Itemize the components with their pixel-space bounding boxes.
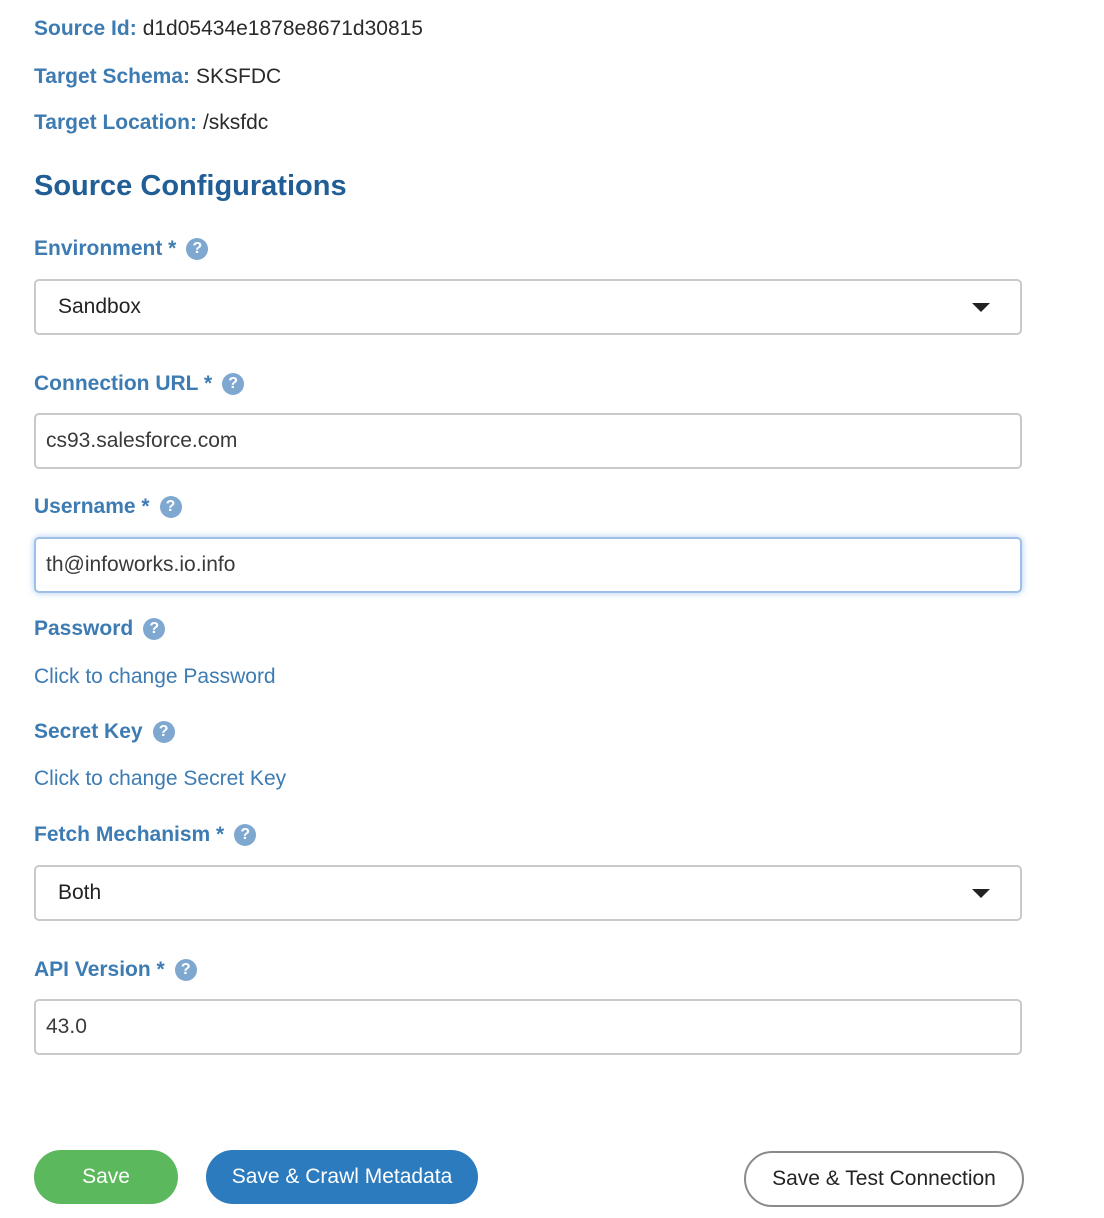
question-circle-icon[interactable]: ?: [186, 238, 208, 260]
environment-label-text: Environment *: [34, 237, 177, 260]
environment-selected-value: Sandbox: [58, 295, 141, 318]
password-label-text: Password: [34, 617, 134, 640]
fetch-mechanism-label-text: Fetch Mechanism *: [34, 823, 225, 846]
username-label-text: Username *: [34, 495, 150, 518]
connection-url-label-text: Connection URL *: [34, 372, 213, 395]
save-button[interactable]: Save: [34, 1150, 178, 1204]
caret-down-icon: [972, 889, 990, 898]
question-circle-icon[interactable]: ?: [222, 373, 244, 395]
secret-key-label-text: Secret Key: [34, 720, 143, 743]
source-id-label: Source Id:: [34, 17, 137, 40]
question-circle-icon[interactable]: ?: [175, 959, 197, 981]
save-test-connection-button[interactable]: Save & Test Connection: [744, 1151, 1024, 1207]
api-version-label: [34, 957, 197, 983]
caret-down-icon: [972, 303, 990, 312]
source-id-value: d1d05434e1878e8671d30815: [142, 17, 423, 40]
fetch-mechanism-label: [34, 822, 256, 848]
target-location-row: [34, 110, 268, 136]
connection-url-input[interactable]: [34, 413, 1022, 469]
environment-label: [34, 236, 208, 262]
change-password-link[interactable]: Click to change Password: [34, 665, 276, 688]
question-circle-icon[interactable]: ?: [143, 618, 165, 640]
target-schema-value: SKSFDC: [196, 65, 282, 88]
source-id-row: [34, 16, 423, 42]
target-schema-label: Target Schema:: [34, 65, 190, 88]
password-label: [34, 616, 165, 642]
change-secret-key-link[interactable]: Click to change Secret Key: [34, 767, 287, 790]
target-location-label: Target Location:: [34, 111, 197, 134]
fetch-mechanism-selected-value: Both: [58, 881, 102, 904]
environment-select[interactable]: [34, 279, 1022, 335]
secret-key-label: [34, 719, 175, 745]
target-schema-row: [34, 64, 281, 90]
target-location-value: /sksfdc: [202, 111, 269, 134]
username-label: [34, 494, 182, 520]
question-circle-icon[interactable]: ?: [234, 824, 256, 846]
fetch-mechanism-select[interactable]: [34, 865, 1022, 921]
question-circle-icon[interactable]: ?: [153, 721, 175, 743]
api-version-input[interactable]: [34, 999, 1022, 1055]
connection-url-label: [34, 371, 244, 397]
api-version-label-text: API Version *: [34, 958, 165, 981]
section-title: Source Configurations: [34, 170, 347, 202]
question-circle-icon[interactable]: ?: [160, 496, 182, 518]
save-crawl-metadata-button[interactable]: Save & Crawl Metadata: [206, 1150, 478, 1204]
username-input[interactable]: [34, 537, 1022, 593]
